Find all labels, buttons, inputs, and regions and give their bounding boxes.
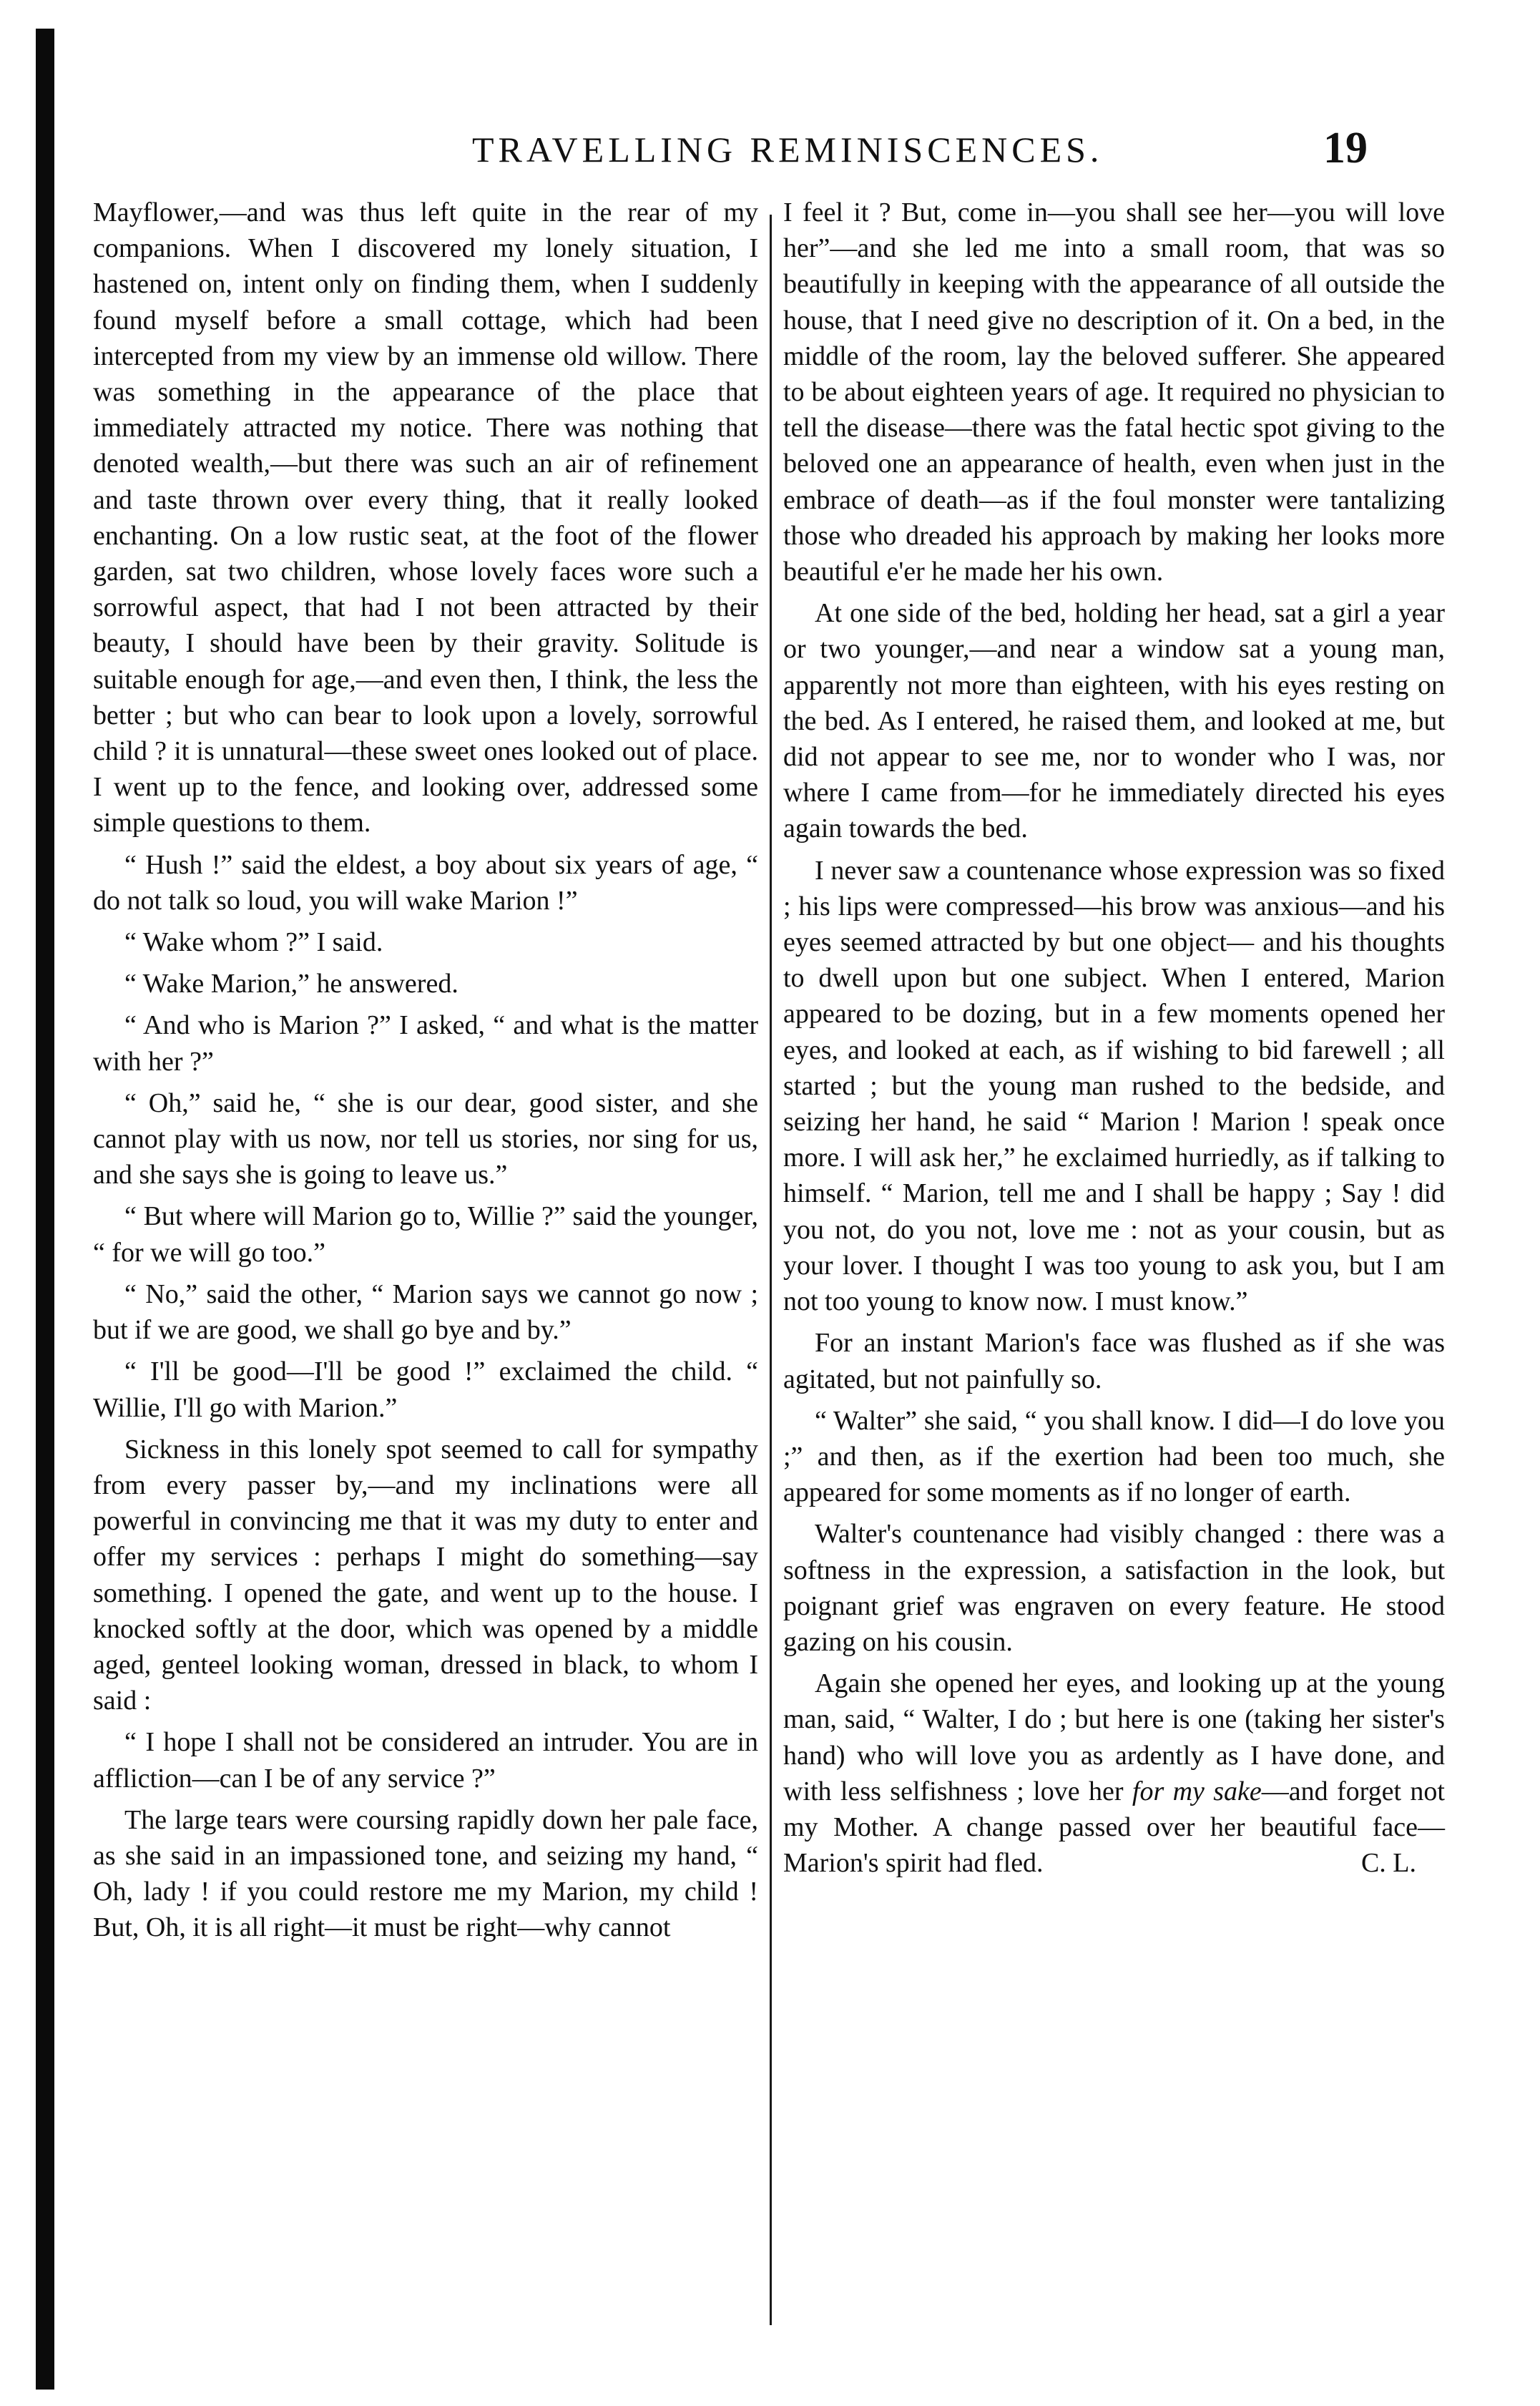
final-text-start: Again she opened her eyes, and looking up at the young man, said, “ Walter, I do ; but here is one (taking her sister's hand) who will love you as ardently as I have done, and with less selfishness ; love her [783,1668,1445,1806]
right-column [783,195,1445,1887]
paragraph: “ But where will Marion go to, Willie ?” said the younger, “ for we will go too.” [93,1201,758,1268]
scan-edge-shadow [36,29,54,2390]
author-signature: C. L. [1360,1848,1416,1879]
paragraph: Mayflower,—and was thus left quite in the rear of my companions. When I discovered my lonely situation, I hastened on, intent only on finding them, when I suddenly found myself before a small cottage, which had been intercepted from my view by an immense old willow. There was something in the appearance of the place that immediately attracted my notice. There was nothing that denoted wealth,—but there was such an air of refinement and taste thrown over every thing, that it really looked enchanting. On a low rustic seat, at the foot of the flower garden, sat two children, whose lovely faces wore such a sorrowful aspect, that had I not been attracted by their beauty, I should have been by their gravity. Solitude is suitable enough for age,—and even then, I think, the less the better ; but who can bear to look upon a lovely, sorrowful child ? it is unnatural—these sweet ones looked out of place. I went up to the fence, and looking over, addressed some simple questions to them. [93,197,758,838]
left-column [93,195,758,1952]
paragraph: “ Wake whom ?” I said. [124,927,383,958]
page-number: 19 [1323,124,1368,172]
paragraph: I never saw a countenance whose expression was so fixed ; his lips were compressed—his brow was anxious—and his eyes seemed attracted by but one object— and his thoughts to dwell upon but one subject. When I entered, Marion appeared to be dozing, but in a few moments opened her eyes, and looked at each, as if wishing to bid farewell ; all started ; but the young man rushed to the bedside, and seizing her hand, he said “ Marion ! Marion ! speak once more. I will ask her,” he exclaimed hurriedly, as if talking to himself. “ Marion, tell me and I shall be happy ; Say ! did you not, do you not, love me : not as your cousin, but as your lover. I thought I was too young to ask you, but I am not too young to know now. I must know.” [783,855,1445,1317]
paragraph: “ Hush !” said the eldest, a boy about six years of age, “ do not talk so loud, you will wake Marion !” [93,849,758,916]
paragraph: “ And who is Marion ?” I asked, “ and what is the matter with her ?” [93,1010,758,1077]
paragraph: “ Walter” she said, “ you shall know. I did—I do love you ;” and then, as if the exertion had been too much, she appeared for some moments as if no longer of earth. [783,1405,1445,1508]
paragraph: “ I'll be good—I'll be good !” exclaimed the child. “ Willie, I'll go with Marion.” [93,1356,758,1423]
paragraph: For an instant Marion's face was flushed as if she was agitated, but not painfully so. [783,1328,1445,1394]
emphasis-text: for my sake [1132,1776,1262,1806]
paragraph: “ Oh,” said he, “ she is our dear, good sister, and she cannot play with us now, nor tell us stories, nor sing for us, and she says she is going to leave us.” [93,1087,758,1190]
column-divider [770,215,772,2325]
paragraph: I feel it ? But, come in—you shall see her—you will love her”—and she led me into a small room, that was so beautifully in keeping with the appearance of all outside the house, that I need give no description of it. On a bed, in the middle of the room, lay the beloved sufferer. She appeared to be about eighteen years of age. It required no physician to tell the disease—there was the fatal hectic spot giving to the beloved one an appearance of health, even when just in the embrace of death—as if the foul monster were tantalizing those who dreaded his approach by making her looks more beautiful e'er he made her his own. [783,197,1445,587]
paragraph: “ I hope I shall not be considered an intruder. You are in affliction—can I be of any service ?” [93,1727,758,1794]
paragraph: “ No,” said the other, “ Marion says we cannot go now ; but if we are good, we shall go bye and by.” [93,1278,758,1346]
paragraph: At one side of the bed, holding her head, sat a girl a year or two younger,—and near a window sat a young man, apparently not more than eighteen, with his eyes resting on the bed. As I entered, he raised them, and looked at me, but did not appear to see me, nor to wonder who I was, nor where I came from—for he immediately directed his eyes again towards the bed. [783,598,1445,844]
paragraph: Walter's countenance had visibly changed : there was a softness in the expression, a satisfaction in the look, but poignant grief was engraven on every feature. He stood gazing on his cousin. [783,1519,1445,1657]
final-text-end: —and forget not my Mother. A change passed over her beautiful face—Marion's spirit had fled. [783,1776,1445,1879]
running-head: TRAVELLING REMINISCENCES. [472,129,1104,170]
final-paragraph [783,1666,1445,1881]
paragraph: The large tears were coursing rapidly down her pale face, as she said in an impassioned tone, and seizing my hand, “ Oh, lady ! if you could restore me my Marion, my child ! But, Oh, it is all right—it must be right—why cannot [93,1804,758,1943]
page-header [0,124,1540,186]
paragraph: “ Wake Marion,” he answered. [124,969,458,999]
paragraph: Sickness in this lonely spot seemed to call for sympathy from every passer by,—and my inclinations were all powerful in convincing me that it was my duty to enter and offer my services : perhaps I might do something—say something. I opened the gate, and went up to the house. I knocked softly at the door, which was opened by a middle aged, genteel looking woman, dressed in black, to whom I said : [93,1434,758,1716]
